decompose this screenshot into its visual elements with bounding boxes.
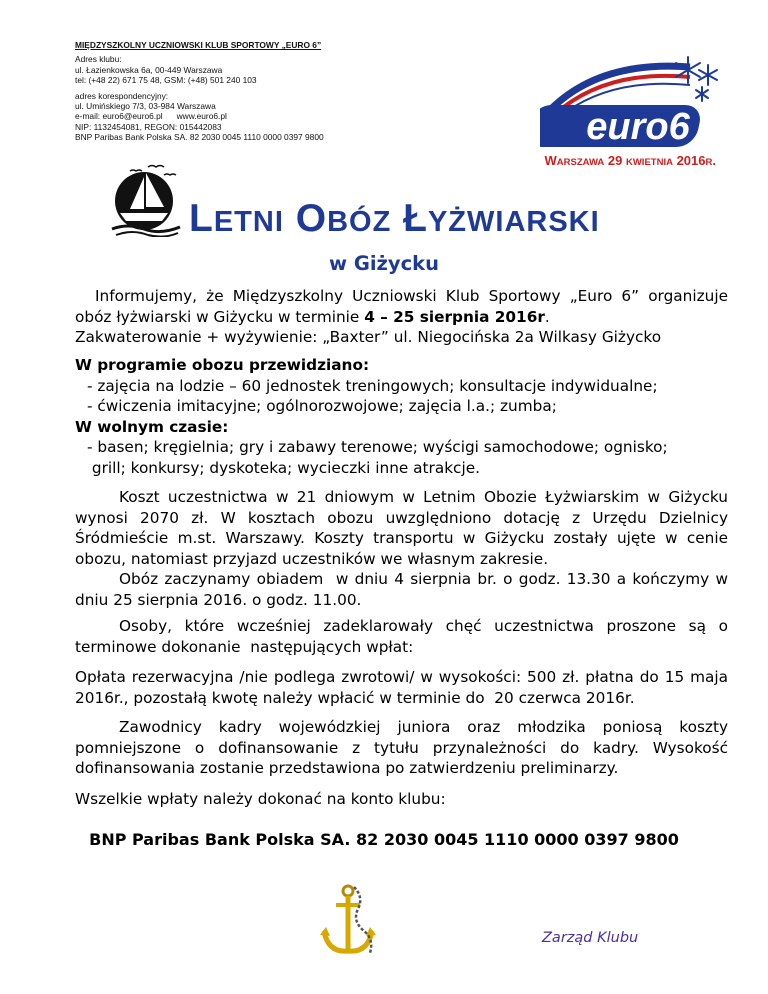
- payments-paragraph: Wszelkie wpłaty należy dokonać na konto klubu:: [75, 790, 446, 808]
- phone-line: tel: (+48 22) 671 75 48, GSM: (+48) 501 240 103: [75, 75, 257, 86]
- org-name: MIĘDZYSZKOLNY UCZNIOWSKI KLUB SPORTOWY „EURO 6”: [75, 40, 322, 50]
- payments-section: [75, 789, 728, 810]
- intro-paragraph: Informujemy, że Międzyszkolny Uczniowski Klub Sportowy „Euro 6” organizuje obóz łyżwiarski w Giżycku w terminie 4 – 25 sierpnia 2016r.: [75, 287, 728, 326]
- anchor-icon: [318, 883, 390, 961]
- page-subtitle: w Giżycku: [329, 252, 439, 275]
- nip-line: NIP: 1132454081, REGON: 015442083: [75, 121, 222, 132]
- declared-paragraph: Osoby, które wcześniej zadeklarowały chęć uczestnictwa proszone są o terminowe dokonanie następujących wpłat:: [75, 617, 733, 656]
- cadre-section: [75, 717, 728, 779]
- declared-section: [75, 616, 733, 657]
- address-label: Adres klubu:: [75, 54, 122, 65]
- free-time-heading: W wolnym czasie:: [75, 417, 229, 436]
- list-item: - ćwiczenia imitacyjne; ogólnorozwojowe; zajęcia l.a.; zumba;: [87, 397, 557, 415]
- page-title: LETNI OBÓZ ŁYŻWIARSKI: [189, 197, 600, 240]
- program-heading: W programie obozu przewidziano:: [75, 356, 370, 374]
- accommodation-line: Zakwaterowanie + wyżywienie: „Baxter” ul. Niegocińska 2a Wilkasy Giżycko: [75, 328, 662, 346]
- euro6-logo: [540, 55, 722, 155]
- fee-paragraph: Opłata rezerwacyjna /nie podlega zwrotowi/ w wysokości: 500 zł. płatna do 15 maja 2016r., pozostałą kwotę należy wpłacić w terminie do 20 czerwca 2016r.: [75, 668, 733, 707]
- cadre-paragraph: Zawodnicy kadry wojewódzkiej juniora oraz młodzika poniosą koszty pomniejszone o dofinansowanie z tytułu przynależności do kadry. Wysokość dofinansowania zostanie przedstawiona po zatwierdzeniu preliminarzy.: [75, 718, 728, 777]
- fee-section: [75, 667, 733, 708]
- cost-paragraph: Koszt uczestnictwa w 21 dniowym w Letnim Obozie Łyżwiarskim w Giżycku wynosi 2070 zł. W kosztach obozu uwzględniono dotację z Urzędu Dzielnicy Śródmieście m.st. Warszawy. Koszty transportu w Giżycku zostały ujęte w cenie obozu, natomiast przyjazd uczestników we własnym zakresie.: [75, 488, 728, 568]
- logo-wordmark: euro6: [586, 106, 690, 148]
- list-item: grill; konkursy; dyskoteka; wycieczki inne atrakcje.: [87, 458, 480, 477]
- bank-line: BNP Paribas Bank Polska SA. 82 2030 0045 1110 0000 0397 9800: [75, 132, 324, 143]
- intro-section: [75, 286, 728, 348]
- program-section: [75, 355, 728, 478]
- signature: Zarząd Klubu: [542, 930, 639, 946]
- correspondence-label: adres korespondencyjny:: [75, 90, 169, 101]
- list-item: - basen; kręgielnia; gry i zabawy terenowe; wyścigi samochodowe; ognisko;: [87, 438, 668, 456]
- cost-section: [75, 487, 733, 610]
- schedule-paragraph: Obóz zaczynamy obiadem w dniu 4 sierpnia br. o godz. 13.30 a kończymy w dniu 25 sierpnia 2016. o godz. 11.00.: [75, 570, 733, 609]
- sailboat-icon: [108, 163, 184, 237]
- bank-account: BNP Paribas Bank Polska SA. 82 2030 0045 1110 0000 0397 9800: [89, 830, 679, 849]
- address-line: ul. Łazienkowska 6a, 00-449 Warszawa: [75, 64, 223, 75]
- email-line: e-mail: euro6@euro6.pl www.euro6.pl: [75, 111, 227, 122]
- correspondence-line: ul. Umińskiego 7/3, 03-984 Warszawa: [75, 101, 216, 112]
- letterhead: [75, 40, 475, 143]
- document-date: WARSZAWA 29 KWIETNIA 2016R.: [544, 153, 716, 168]
- list-item: - zajęcia na lodzie – 60 jednostek treningowych; konsultacje indywidualne;: [87, 376, 658, 395]
